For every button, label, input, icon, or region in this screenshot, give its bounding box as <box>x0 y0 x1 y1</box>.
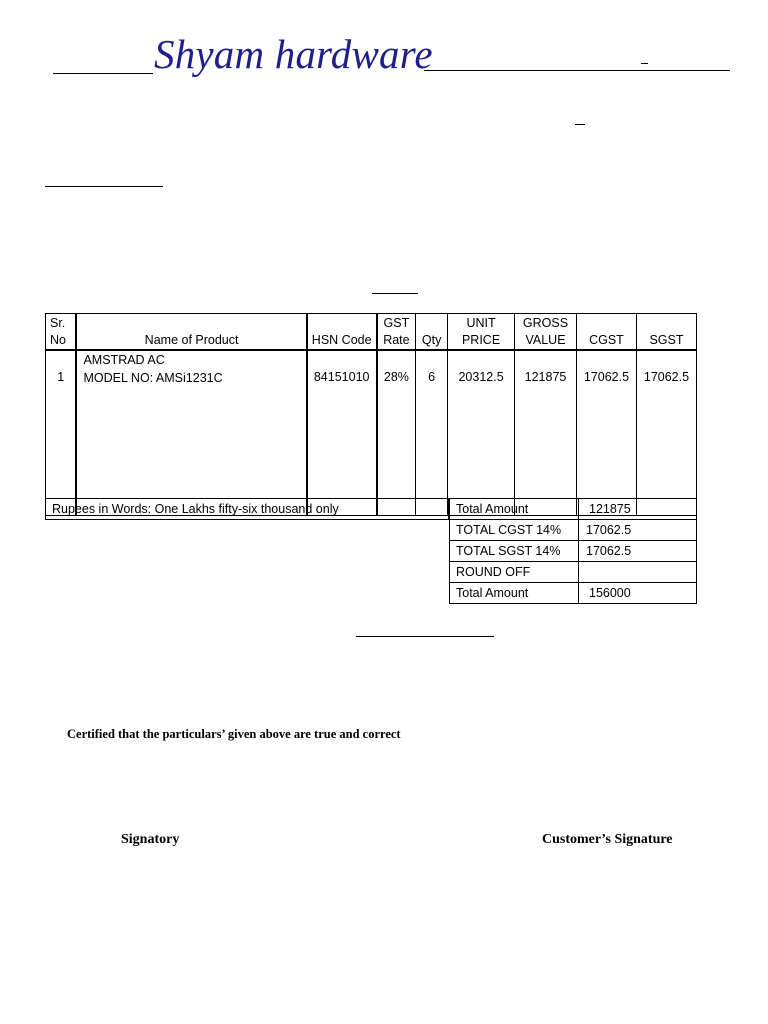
header-dash-mark <box>641 63 648 64</box>
header-underline-left <box>53 73 153 74</box>
blank-section-line <box>356 636 494 637</box>
totals-value: 17062.5 <box>579 541 697 562</box>
col-header-gst-rate: GST Rate <box>377 314 416 351</box>
totals-value <box>579 562 697 583</box>
blank-title-line <box>372 293 418 294</box>
totals-label: ROUND OFF <box>450 562 579 583</box>
table-row <box>46 350 697 516</box>
items-table <box>45 313 697 516</box>
customer-signature-label: Customer’s Signature <box>542 832 673 847</box>
col-header-sgst: SGST <box>636 314 696 351</box>
cell-unit-price: 20312.5 <box>448 350 515 516</box>
totals-label: Total Amount <box>450 499 579 520</box>
col-header-unit-price: UNIT PRICE <box>448 314 515 351</box>
totals-value: 156000 <box>579 583 697 604</box>
cell-cgst: 17062.5 <box>576 350 636 516</box>
cell-sr-no: 1 <box>46 350 77 516</box>
totals-row <box>450 520 697 541</box>
col-header-gross-value: GROSS VALUE <box>515 314 577 351</box>
totals-row <box>450 562 697 583</box>
cell-sgst: 17062.5 <box>636 350 696 516</box>
table-header-row <box>46 314 697 351</box>
col-header-hsn-code: HSN Code <box>307 314 377 351</box>
cell-gross-value: 121875 <box>515 350 577 516</box>
totals-value: 121875 <box>579 499 697 520</box>
amount-in-words-box <box>45 498 449 520</box>
cell-product-name: AMSTRAD AC MODEL NO: AMSi1231C <box>76 350 306 516</box>
totals-table <box>449 498 697 604</box>
shop-name: Shyam hardware <box>154 31 433 77</box>
col-header-qty: Qty <box>416 314 448 351</box>
totals-row <box>450 583 697 604</box>
signatory-label: Signatory <box>121 832 180 847</box>
totals-label: TOTAL SGST 14% <box>450 541 579 562</box>
cell-hsn-code: 84151010 <box>307 350 377 516</box>
totals-value: 17062.5 <box>579 520 697 541</box>
amount-in-words: Rupees in Words: One Lakhs fifty-six thousand only <box>46 499 449 520</box>
cell-qty: 6 <box>416 350 448 516</box>
totals-row <box>450 499 697 520</box>
cell-gst-rate: 28% <box>377 350 416 516</box>
totals-label: TOTAL CGST 14% <box>450 520 579 541</box>
totals-label: Total Amount <box>450 583 579 604</box>
blank-field-line <box>45 186 163 187</box>
certification-text: Certified that the particulars’ given above are true and correct <box>67 727 401 741</box>
col-header-sr-no: Sr. No <box>46 314 77 351</box>
col-header-cgst: CGST <box>576 314 636 351</box>
small-dash-mark <box>575 124 585 125</box>
totals-row <box>450 541 697 562</box>
col-header-product-name: Name of Product <box>76 314 306 351</box>
header-underline-right <box>424 70 730 71</box>
